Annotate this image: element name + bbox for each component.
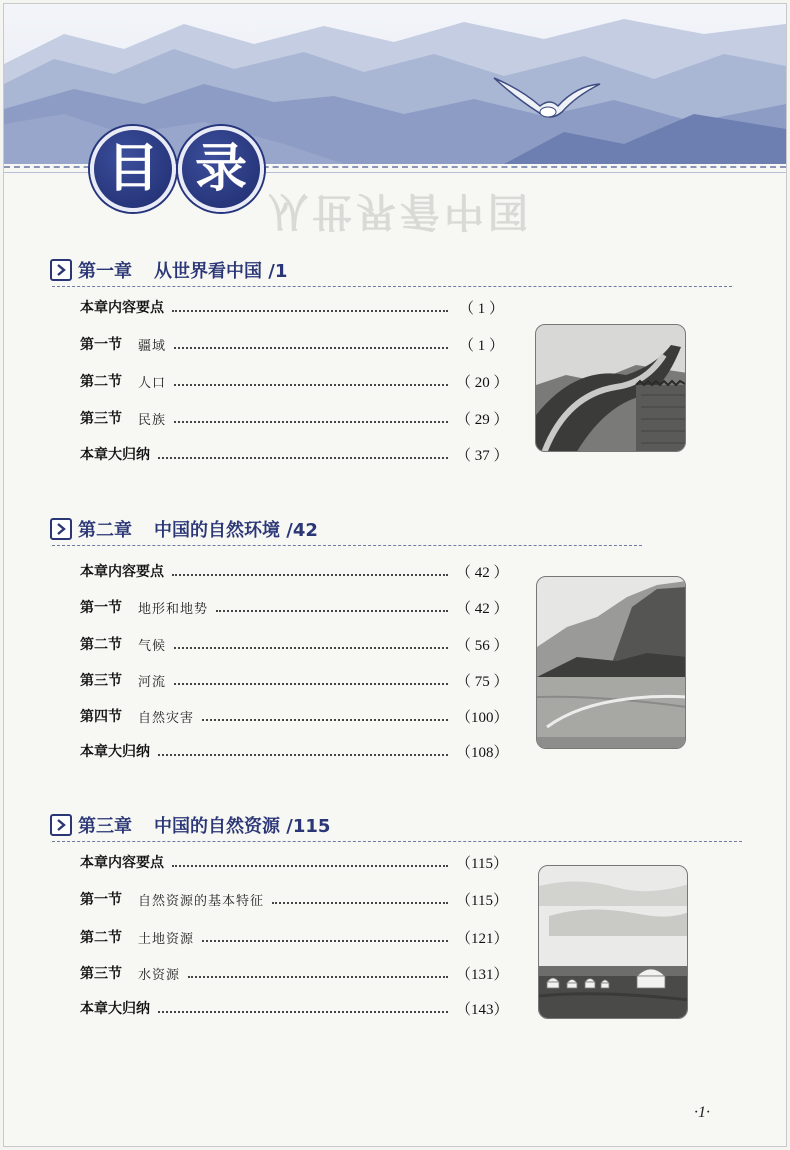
entry-section: 第二节	[80, 930, 122, 946]
leader-dots	[174, 347, 448, 349]
entry-page: （ 42 ）	[456, 600, 509, 617]
entry-page: （143）	[456, 1001, 509, 1018]
entry-name: 疆域	[138, 338, 167, 354]
leader-dots	[174, 683, 448, 685]
title-badge-1	[90, 126, 176, 212]
toc-entry[interactable]	[80, 926, 509, 948]
entry-page: （108）	[456, 744, 509, 761]
chapter-number: 第二章	[78, 520, 132, 541]
leader-dots	[174, 647, 448, 649]
leader-dots	[174, 421, 448, 423]
leader-dots	[172, 310, 448, 312]
entry-name: 土地资源	[138, 931, 195, 947]
entry-page: （ 37 ）	[456, 447, 509, 464]
entry-section: 第二节	[80, 374, 122, 390]
entry-section: 本章内容要点	[80, 300, 164, 316]
entry-page: （115）	[456, 892, 508, 909]
entry-section: 本章大归纳	[80, 744, 150, 760]
toc-entry[interactable]	[80, 596, 509, 618]
chapter-rule	[52, 841, 742, 842]
title-badge-2	[178, 126, 264, 212]
toc-entry[interactable]	[80, 407, 509, 429]
toc-entry[interactable]	[80, 851, 508, 873]
chapter-rule	[52, 286, 732, 287]
entry-page: （ 1 ）	[458, 337, 504, 354]
arrow-right-icon	[50, 814, 72, 836]
entry-page: （ 75 ）	[456, 673, 509, 690]
entry-section: 第三节	[80, 673, 122, 689]
entry-section: 第三节	[80, 411, 122, 427]
leader-dots	[188, 976, 448, 978]
arrow-right-icon	[50, 518, 72, 540]
toc-entry[interactable]	[80, 962, 509, 984]
entry-name: 气候	[138, 638, 167, 654]
leader-dots	[158, 457, 448, 459]
entry-section: 本章大归纳	[80, 447, 150, 463]
entry-section: 第一节	[80, 337, 122, 353]
entry-name: 自然资源的基本特征	[138, 893, 265, 909]
entry-page: （131）	[456, 966, 509, 983]
entry-name: 民族	[138, 412, 167, 428]
great-wall-photo	[535, 324, 686, 452]
chapter-1-heading[interactable]	[50, 255, 287, 285]
entry-page: （100）	[456, 709, 509, 726]
entry-section: 本章大归纳	[80, 1001, 150, 1017]
entry-page: （ 56 ）	[456, 637, 509, 654]
leader-dots	[158, 1011, 448, 1013]
entry-section: 第三节	[80, 966, 122, 982]
entry-page: （ 1 ）	[458, 300, 504, 317]
title-char-2: 录	[194, 138, 247, 199]
entry-name: 水资源	[138, 967, 181, 983]
toc-entry[interactable]	[80, 997, 509, 1019]
toc-entry[interactable]	[80, 370, 509, 392]
chapter-title: 中国的自然资源 /115	[154, 816, 331, 837]
entry-section: 第一节	[80, 892, 122, 908]
toc-entry[interactable]	[80, 705, 509, 727]
entry-name: 河流	[138, 674, 167, 690]
entry-name: 地形和地势	[138, 601, 209, 617]
chapter-title: 从世界看中国 /1	[154, 261, 288, 282]
entry-name: 自然灾害	[138, 710, 195, 726]
leader-dots	[216, 610, 448, 612]
chapter-3-heading[interactable]	[50, 810, 330, 840]
toc-entry[interactable]	[80, 740, 509, 762]
toc-entry[interactable]	[80, 888, 508, 910]
chapter-number: 第一章	[78, 261, 132, 282]
leader-dots	[272, 902, 448, 904]
toc-entry[interactable]	[80, 669, 509, 691]
leader-dots	[202, 940, 448, 942]
leader-dots	[174, 384, 448, 386]
entry-page: （121）	[456, 930, 509, 947]
mountain-meadow-photo	[536, 576, 686, 749]
entry-page: （ 29 ）	[456, 411, 509, 428]
leader-dots	[172, 574, 448, 576]
bleed-through-text	[70, 1064, 630, 1078]
toc-entry[interactable]	[80, 560, 509, 582]
page-number: ·1·	[694, 1104, 710, 1121]
toc-entry[interactable]	[80, 443, 509, 465]
entry-section: 本章内容要点	[80, 564, 164, 580]
entry-section: 本章内容要点	[80, 855, 164, 871]
leader-dots	[172, 865, 448, 867]
chapter-title: 中国的自然环境 /42	[154, 520, 318, 541]
entry-section: 第四节	[80, 709, 122, 725]
toc-entry[interactable]	[80, 333, 504, 355]
arrow-right-icon	[50, 259, 72, 281]
chapter-rule	[52, 545, 642, 546]
entry-name: 人口	[138, 375, 167, 391]
leader-dots	[202, 719, 448, 721]
entry-section: 第一节	[80, 600, 122, 616]
toc-entry[interactable]	[80, 296, 504, 318]
leader-dots	[158, 754, 448, 756]
bird-icon	[492, 72, 602, 124]
chapter-number: 第三章	[78, 816, 132, 837]
entry-page: （115）	[456, 855, 508, 872]
entry-page: （ 42 ）	[456, 564, 509, 581]
entry-page: （ 20 ）	[456, 374, 509, 391]
toc-entry[interactable]	[80, 633, 509, 655]
chapter-2-heading[interactable]	[50, 514, 318, 544]
title-char-1: 目	[106, 138, 159, 199]
grassland-yurt-photo	[538, 865, 688, 1019]
ghost-heading: 从世界看中国	[268, 188, 532, 235]
entry-section: 第二节	[80, 637, 122, 653]
